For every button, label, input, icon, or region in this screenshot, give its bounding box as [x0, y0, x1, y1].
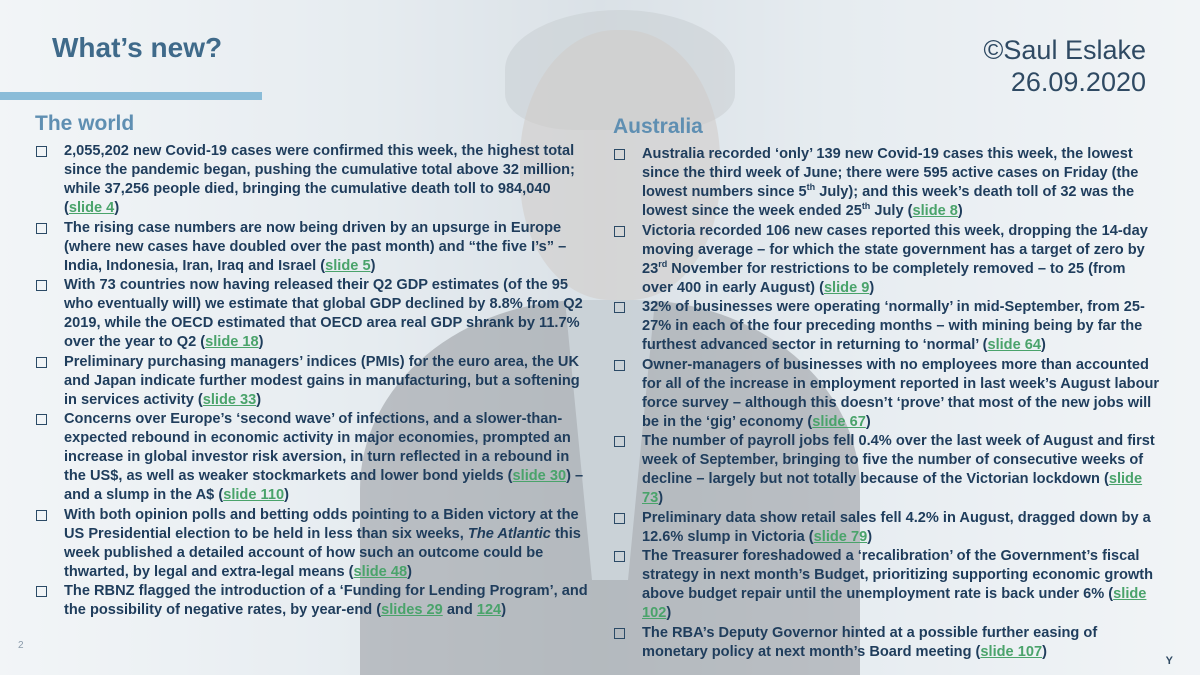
- bullet-text: With both opinion polls and betting odds pointing to a Biden victory at the US Presidential election to be held in less than six weeks,: [64, 506, 579, 542]
- bullet-text: With 73 countries now having released their Q2 GDP estimates (of the 95 who eventually will) we estimate that global GDP declined by 8.8% from Q2 2019, while the OECD estimated that OECD area real GDP shrank by 11.7% over the year to Q2 (: [64, 277, 583, 350]
- bullet-text: and: [442, 602, 477, 618]
- world-bullet-item: [32, 582, 592, 620]
- world-bullet-item: [32, 142, 592, 218]
- slide-link[interactable]: slide 73: [642, 471, 1143, 506]
- slide-link[interactable]: slide 8: [912, 203, 958, 219]
- ordinal-suffix: th: [861, 201, 871, 212]
- slide-link[interactable]: slide 18: [205, 334, 259, 350]
- checkbox-bullet-icon: [614, 149, 625, 160]
- slide-title: What’s new?: [52, 32, 223, 63]
- world-heading: The world: [35, 112, 135, 135]
- australia-bullet-item: [610, 432, 1160, 508]
- slide-link[interactable]: slide 67: [812, 413, 866, 430]
- bullet-text: November for restrictions to be completely removed – to 25 (from over 400 in early August) (: [642, 260, 1126, 296]
- checkbox-bullet-icon: [36, 280, 47, 291]
- bullet-text: ): [501, 602, 507, 618]
- bullet-text: The Treasurer foreshadowed a ‘recalibration’ of the Government’s fiscal strategy in next month’s Budget, prioritizing supporting economic growth above budget repair until the unemployment rate is back under 6% (: [642, 548, 1154, 602]
- bullet-text: ): [1041, 337, 1046, 353]
- checkbox-bullet-icon: [36, 414, 47, 425]
- slide-link[interactable]: slide 33: [202, 391, 257, 408]
- world-bullet-item: [32, 506, 592, 582]
- slide-link[interactable]: slide 110: [223, 487, 285, 503]
- slide-link[interactable]: slide 102: [642, 586, 1147, 621]
- bullet-text: The RBA’s Deputy Governor hinted at a possible further easing of monetary policy at next month’s Board meeting (: [642, 624, 1098, 660]
- australia-heading: Australia: [613, 115, 703, 138]
- checkbox-bullet-icon: [614, 628, 625, 639]
- slide-link[interactable]: slide 107: [980, 643, 1043, 660]
- author-name: ©Saul Eslake: [983, 35, 1146, 65]
- bullet-text: Concerns over Europe’s ‘second wave’ of infections, and a slower-than-expected rebound in economic activity in major economies, prompted an increase in global investor risk aversion, in turn reflected in a rebound in the US$, as well as weaker stockmarkets and lower bond yields (: [64, 411, 571, 484]
- australia-bullet-item: [610, 547, 1160, 623]
- bullet-text: ): [666, 605, 672, 621]
- bullet-text: Victoria recorded 106 new cases reported this week, dropping the 14-day moving average – for which the state government has a target of zero by 23: [642, 222, 1148, 277]
- australia-bullet-item: [610, 222, 1160, 298]
- bullet-text: July); and this week’s death toll of 32 was the lowest since the week ended 25: [642, 184, 1135, 219]
- world-bullet-item: [32, 219, 592, 276]
- australia-bullet-item: [610, 624, 1160, 662]
- slide-date: 26.09.2020: [1010, 67, 1146, 97]
- title-accent-bar: [0, 92, 262, 100]
- checkbox-bullet-icon: [36, 146, 47, 157]
- checkbox-bullet-icon: [614, 551, 625, 562]
- checkbox-bullet-icon: [614, 360, 625, 371]
- checkbox-bullet-icon: [614, 513, 625, 524]
- bullet-text: Owner-managers of businesses with no employees more than accounted for all of the increase in employment reported in last week’s August labour force survey – although this doesn’t ‘prove’ that most of the new jobs will be in the ‘gig’ economy (: [642, 356, 1160, 430]
- world-bullet-list: [32, 142, 592, 620]
- australia-bullet-item: [610, 298, 1160, 355]
- slide-link[interactable]: slide 48: [353, 563, 408, 580]
- bullet-text: The number of payroll jobs fell 0.4% over the last week of August and first week of September, bringing to five the number of consecutive weeks of decline – largely but not totally because of the Victorian lockdown (: [642, 433, 1155, 487]
- slide-link[interactable]: slide 64: [987, 337, 1041, 353]
- australia-column: [610, 112, 1160, 662]
- bullet-text: ): [865, 413, 871, 430]
- australia-bullet-list: [610, 145, 1160, 662]
- checkbox-bullet-icon: [36, 586, 47, 597]
- world-column: [32, 112, 592, 621]
- checkbox-bullet-icon: [36, 223, 47, 234]
- bullet-text: ) – and a slump in the A$ (: [64, 468, 584, 503]
- bullet-text: ): [258, 334, 264, 350]
- slide-link[interactable]: slide 79: [813, 528, 868, 545]
- bullet-text: ): [1042, 643, 1047, 660]
- slide-link[interactable]: slide 5: [325, 257, 371, 274]
- checkbox-bullet-icon: [614, 302, 625, 313]
- bullet-text: ): [957, 203, 963, 219]
- bullet-text: 32% of businesses were operating ‘normally’ in mid-September, from 25-27% in each of the four preceding months – with mining being by far the furthest advanced sector in returning to ‘normal’ (: [642, 299, 1145, 353]
- bullet-text: 2,055,202 new Covid-19 cases were confirmed this week, the highest total since the pandemic began, pushing the cumulative total above 32 million; while 37,256 people died, bringing the cumulative death toll to 984,040 (: [64, 143, 575, 216]
- bullet-text: ): [658, 490, 664, 506]
- bullet-text: ): [407, 563, 412, 580]
- checkbox-bullet-icon: [36, 357, 47, 368]
- bullet-text: July (: [870, 203, 913, 219]
- ordinal-suffix: rd: [658, 258, 668, 269]
- italic-title: The Atlantic: [467, 525, 551, 542]
- checkbox-bullet-icon: [614, 436, 625, 447]
- slide-link[interactable]: slide 4: [68, 200, 115, 216]
- author-block: [984, 34, 1146, 98]
- checkbox-bullet-icon: [614, 226, 625, 237]
- bullet-text: Preliminary purchasing managers’ indices (PMIs) for the euro area, the UK and Japan indicate further modest gains in manufacturing, but a softening in services activity (: [64, 353, 580, 408]
- world-bullet-item: [32, 276, 592, 352]
- australia-bullet-item: [610, 356, 1160, 432]
- bullet-text: ): [867, 528, 873, 545]
- bullet-text: this week published a detailed account of how such an outcome could be thwarted, by legal and extra-legal means (: [64, 525, 581, 580]
- page-number: 2: [18, 640, 24, 651]
- bullet-text: ): [256, 391, 262, 408]
- slide-link[interactable]: 124: [476, 602, 502, 618]
- australia-bullet-item: [610, 509, 1160, 547]
- australia-bullet-item: [610, 145, 1160, 221]
- checkbox-bullet-icon: [36, 510, 47, 521]
- corner-mark: Y: [1165, 655, 1173, 667]
- bullet-text: ): [284, 487, 289, 503]
- bullet-text: The RBNZ flagged the introduction of a ‘Funding for Lending Program’, and the possibility of negative rates, by year-end (: [64, 583, 588, 618]
- ordinal-suffix: th: [806, 182, 816, 193]
- bullet-text: ): [869, 279, 875, 296]
- bullet-text: ): [370, 257, 376, 274]
- bullet-text: Preliminary data show retail sales fell 4.2% in August, dragged down by a 12.6% slump in Victoria (: [642, 509, 1151, 545]
- bullet-text: ): [114, 200, 120, 216]
- bullet-text: The rising case numbers are now being driven by an upsurge in Europe (where new cases have doubled over the past month) and “the five I’s” – India, Indonesia, Iran, Iraq and Israel (: [64, 219, 567, 274]
- world-bullet-item: [32, 410, 592, 505]
- world-bullet-item: [32, 353, 592, 410]
- slide-link[interactable]: slide 30: [512, 468, 567, 484]
- slide-link[interactable]: slides 29: [381, 602, 443, 618]
- slide-link[interactable]: slide 9: [823, 279, 870, 296]
- bullet-text: Australia recorded ‘only’ 139 new Covid-19 cases this week, the lowest since the third week of June; there were 595 active cases on Friday (the lowest numbers since 5: [642, 146, 1139, 200]
